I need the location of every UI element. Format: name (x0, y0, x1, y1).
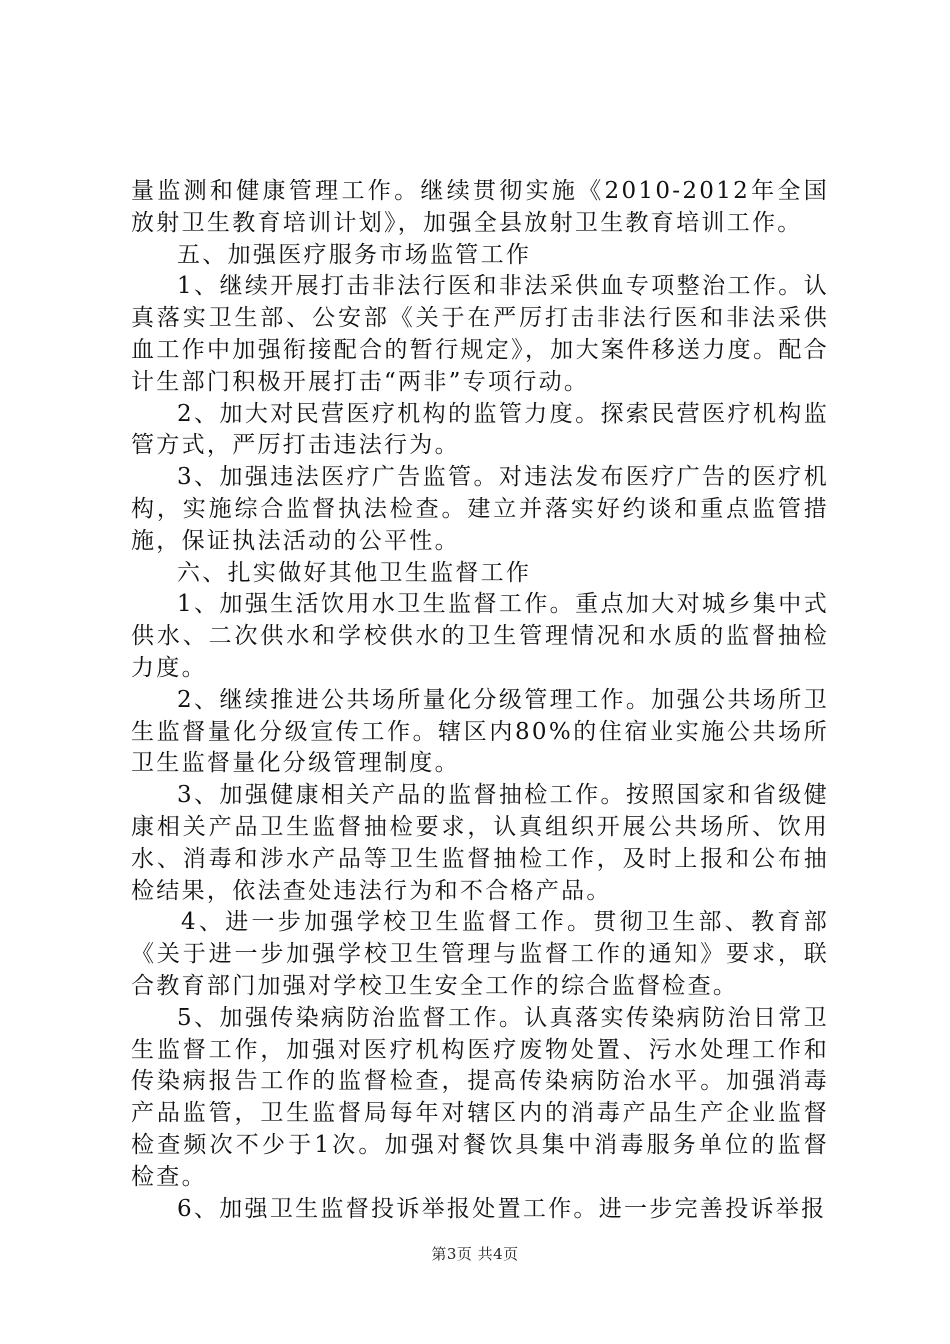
section-heading-6: 六、扎实做好其他卫生监督工作 (177, 559, 532, 586)
page-footer (0, 1243, 950, 1264)
paragraph-5-3: 3、加强违法医疗广告监管。对违法发布医疗广告的医疗机构，实施综合监督执法检查。建立并落实好约谈和重点监管措施，保证执法活动的公平性。 (131, 464, 829, 554)
paragraph-6-6: 6、加强卫生监督投诉举报处置工作。进一步完善投诉举报 (177, 1195, 827, 1222)
document-body (131, 176, 829, 1225)
paragraph-6-5: 5、加强传染病防治监督工作。认真落实传染病防治日常卫生监督工作，加强对医疗机构医疗废物处置、污水处理工作和传染病报告工作的监督检查，提高传染病防治水平。加强消毒产品监管，卫生监督局每年对辖区内的消毒产品生产企业监督检查频次不少于1次。加强对餐饮具集中消毒服务单位的监督检查。 (131, 1004, 829, 1190)
section-heading-5: 五、加强医疗服务市场监管工作 (177, 241, 532, 268)
paragraph-6-4: 4、进一步加强学校卫生监督工作。贯彻卫生部、教育部《关于进一步加强学校卫生管理与监督工作的通知》要求，联合教育部门加强对学校卫生安全工作的综合监督检查。 (131, 909, 829, 999)
paragraph-5-1: 1、继续开展打击非法行医和非法采供血专项整治工作。认真落实卫生部、公安部《关于在严厉打击非法行医和非法采供血工作中加强衔接配合的暂行规定》，加大案件移送力度。配合计生部门积极开展打击“两非”专项行动。 (131, 273, 829, 395)
paragraph-6-1: 1、加强生活饮用水卫生监督工作。重点加大对城乡集中式供水、二次供水和学校供水的卫生管理情况和水质的监督抽检力度。 (131, 591, 829, 681)
paragraph-5-2: 2、加大对民营医疗机构的监管力度。探索民营医疗机构监管方式，严厉打击违法行为。 (131, 400, 829, 459)
paragraph-6-3: 3、加强健康相关产品的监督抽检工作。按照国家和省级健康相关产品卫生监督抽检要求，认真组织开展公共场所、饮用水、消毒和涉水产品等卫生监督抽检工作，及时上报和公布抽检结果，依法查处违法行为和不合格产品。 (131, 782, 829, 904)
page-number: 第3页 共4页 (431, 1245, 519, 1263)
paragraph-6-2: 2、继续推进公共场所量化分级管理工作。加强公共场所卫生监督量化分级宣传工作。辖区内80%的住宿业实施公共场所卫生监督量化分级管理制度。 (131, 686, 829, 777)
paragraph-intro: 量监测和健康管理工作。继续贯彻实施《2010-2012年全国放射卫生教育培训计划》，加强全县放射卫生教育培训工作。 (131, 178, 829, 236)
